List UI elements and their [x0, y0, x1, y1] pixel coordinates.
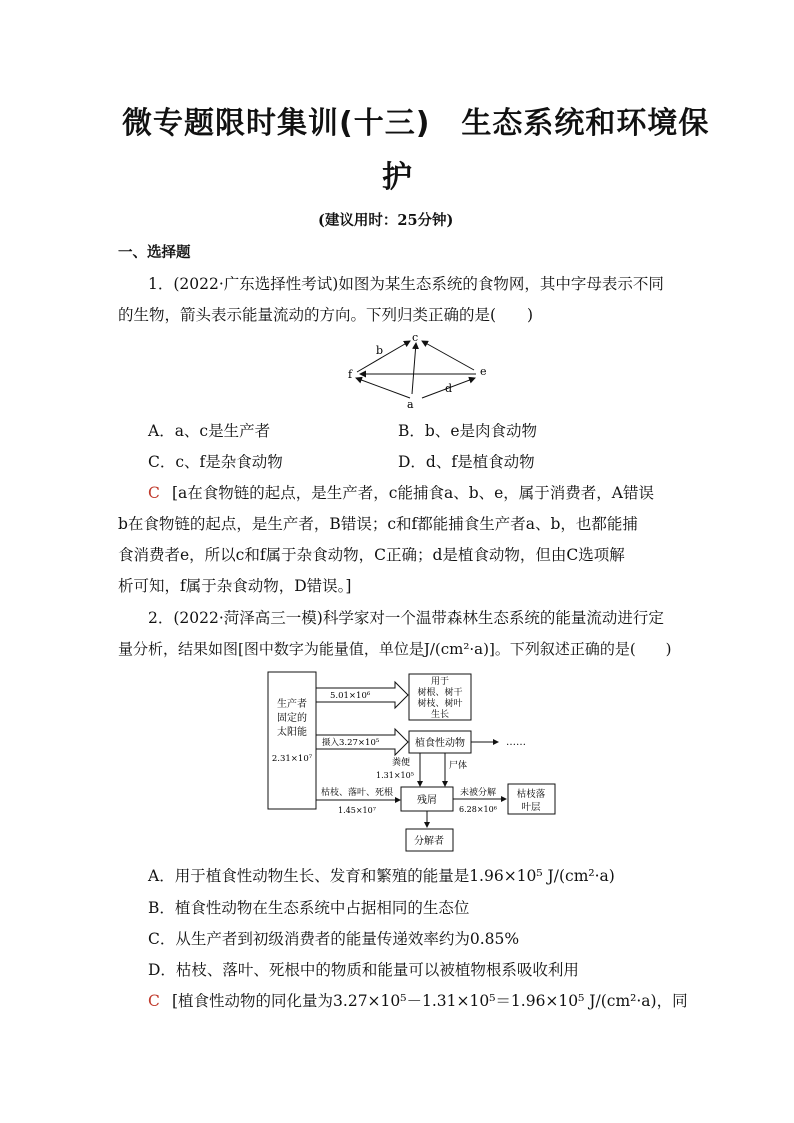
q2-carcass-label: 尸体	[449, 761, 468, 771]
q1-stem-line: 的生物，箭头表示能量流动的方向。下列归类正确的是( )	[118, 306, 534, 324]
q2-feces-value: 1.31×10⁵	[376, 771, 414, 780]
q1-node-f: f	[348, 368, 353, 381]
q1-explanation-line: [a在食物链的起点，是生产者，c能捕食a、b、e，属于消费者，A错误	[172, 484, 655, 502]
q1-label-d: d	[445, 382, 453, 395]
q2-option-b: B．植食性动物在生态系统中占据相同的生态位	[148, 899, 470, 917]
q2-growth-text: 用于	[430, 677, 450, 687]
q2-answer: C	[148, 992, 160, 1010]
q2-growth-text: 树根、树干	[417, 688, 463, 698]
q2-undecomposed-label: 未被分解	[460, 788, 497, 798]
q1-explanation-line: 食消费者e，所以c和f属于杂食动物，C正确；d是植食动物，但由C选项解	[118, 546, 625, 564]
q1-node-e: e	[480, 365, 487, 378]
q2-litter-value: 1.45×10⁷	[338, 806, 376, 815]
q1-arrow-e-c	[422, 341, 474, 370]
page-title-continued: 护	[382, 160, 413, 195]
q2-decomposer-text: 分解者	[414, 836, 444, 847]
q2-stem-line: 2．(2022·菏泽高三一模)科学家对一个温带森林生态系统的能量流动进行定	[148, 609, 664, 627]
q2-growth-value: 5.01×10⁶	[330, 691, 371, 701]
q2-continuation-dots: ……	[506, 737, 526, 748]
q2-option-c: C．从生产者到初级消费者的能量传递效率约为0.85%	[148, 930, 520, 948]
q2-litter-layer-text: 枯枝落	[516, 789, 546, 800]
q1-stem-line: 1．(2022·广东选择性考试)如图为某生态系统的食物网，其中字母表示不同	[148, 275, 664, 293]
q2-option-d: D．枯枝、落叶、死根中的物质和能量可以被植物根系吸收利用	[148, 961, 579, 979]
q1-explanation-line: b在食物链的起点，是生产者，B错误；c和f都能捕食生产者a、b，也都能捕	[118, 515, 638, 533]
q1-option-c: C．c、f是杂食动物	[148, 453, 283, 471]
q2-growth-text: 树枝、树叶	[417, 699, 463, 709]
q1-option-b: B．b、e是肉食动物	[398, 422, 537, 440]
q2-energy-flow-diagram	[260, 665, 605, 855]
q2-explanation-line: [植食性动物的同化量为3.27×10⁵－1.31×10⁵＝1.96×10⁵ J/(cm²·a)，同	[172, 992, 688, 1010]
q2-producer-text: 固定的	[277, 713, 307, 724]
q1-food-web-diagram	[330, 328, 500, 412]
q2-ingest-label: 摄入3.27×10⁵	[322, 738, 380, 748]
q2-producer-text: 太阳能	[277, 727, 307, 738]
q1-explanation-line: 析可知，f属于杂食动物，D错误。]	[118, 577, 352, 595]
q1-node-a: a	[407, 398, 414, 411]
page-title: 微专题限时集训(十三) 生态系统和环境保	[122, 106, 710, 141]
q2-stem-line: 量分析，结果如图[图中数字为能量值，单位是J/(cm²·a)]。下列叙述正确的是( )	[118, 640, 672, 658]
q2-detritus-text: 残屑	[417, 795, 437, 806]
q1-arrow-f-c	[357, 341, 410, 372]
q2-producer-box	[268, 672, 316, 809]
q2-herbivore-text: 植食性动物	[415, 738, 465, 749]
q2-option-a: A．用于植食性动物生长、发育和繁殖的能量是1.96×10⁵ J/(cm²·a)	[148, 867, 615, 885]
q1-label-b: b	[376, 344, 384, 357]
q1-option-a: A．a、c是生产者	[148, 422, 271, 440]
q2-feces-label: 粪便	[392, 758, 411, 768]
q2-producer-text: 生产者	[277, 699, 307, 710]
q2-growth-text: 生长	[430, 710, 450, 720]
q1-answer: C	[148, 484, 160, 502]
section-heading: 一、选择题	[118, 244, 191, 261]
q2-undecomposed-value: 6.28×10⁶	[459, 805, 497, 814]
q2-producer-value: 2.31×10⁷	[271, 754, 313, 764]
q2-litter-layer-text: 叶层	[521, 802, 541, 813]
q1-arrow-a-f	[356, 378, 410, 398]
q1-node-c: c	[412, 331, 419, 344]
q1-option-d: D．d、f是植食动物	[398, 453, 535, 471]
suggested-time: (建议用时：25分钟)	[318, 212, 454, 229]
q1-arrow-a-c	[412, 343, 416, 394]
q2-litter-label: 枯枝、落叶、死根	[321, 788, 394, 798]
